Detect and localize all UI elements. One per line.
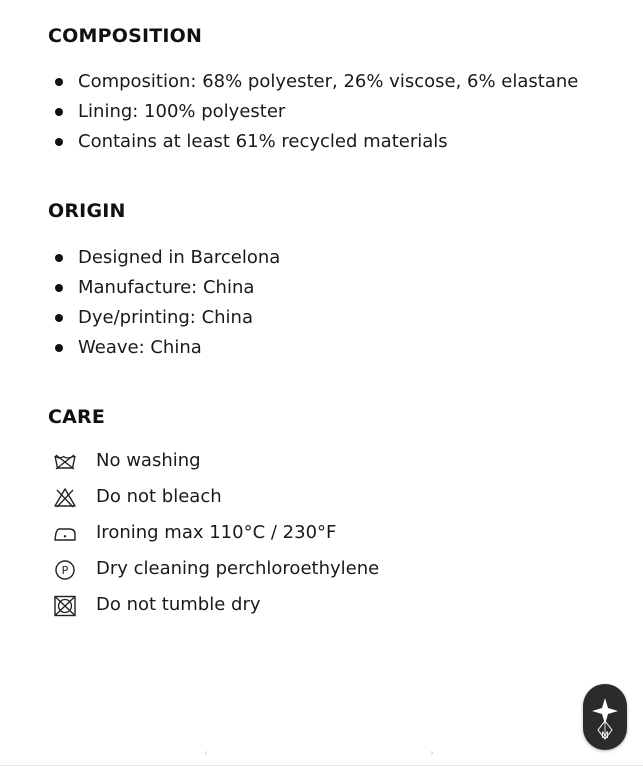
- composition-item-text: Composition: 68% polyester, 26% viscose, 6% elastane: [78, 71, 579, 92]
- origin-heading: ORIGIN: [48, 200, 126, 222]
- bottom-divider: [0, 765, 643, 766]
- bullet-dot: [55, 138, 63, 146]
- care-item-label: Do not bleach: [96, 486, 222, 507]
- composition-section: [48, 25, 579, 152]
- logo-letter: M: [601, 731, 609, 741]
- brand-logo-icon: [583, 684, 627, 750]
- origin-item-text: Manufacture: China: [78, 277, 255, 298]
- care-item-label: Dry cleaning perchloroethylene: [96, 558, 380, 579]
- origin-section: [48, 200, 281, 358]
- origin-item-text: Dye/printing: China: [78, 307, 253, 328]
- list-item: [48, 67, 578, 97]
- do-not-tumble-dry-icon: [53, 594, 77, 616]
- care-item-label: No washing: [96, 450, 201, 471]
- bullet-dot: [55, 314, 63, 322]
- bullet-dot: [55, 254, 63, 262]
- list-item: [48, 333, 280, 363]
- origin-item-text: Weave: China: [78, 337, 202, 358]
- bullet-dot: [55, 108, 63, 116]
- list-item: [48, 273, 280, 303]
- composition-item-text: Lining: 100% polyester: [78, 101, 286, 122]
- care-item-label: Ironing max 110°C / 230°F: [96, 522, 337, 543]
- bullet-dot: [55, 284, 63, 292]
- no-washing-icon: [53, 450, 77, 472]
- dry-clean-p-icon: [53, 558, 77, 580]
- floating-logo-button[interactable]: [583, 684, 627, 750]
- origin-list: [48, 243, 280, 363]
- do-not-bleach-icon: [53, 486, 77, 508]
- origin-item-text: Designed in Barcelona: [78, 247, 281, 268]
- list-item: [48, 303, 280, 333]
- composition-list: [48, 67, 578, 157]
- care-item-label: Do not tumble dry: [96, 594, 261, 615]
- list-item: [48, 97, 578, 127]
- composition-heading: COMPOSITION: [48, 25, 203, 47]
- dry-clean-letter: P: [61, 564, 69, 577]
- list-item: [48, 127, 578, 157]
- bullet-dot: [55, 344, 63, 352]
- list-item: [48, 243, 280, 273]
- iron-low-icon: [53, 522, 77, 544]
- carousel-prev-indicator: ‹: [204, 748, 208, 759]
- composition-item-text: Contains at least 61% recycled materials: [78, 131, 448, 152]
- bullet-dot: [55, 78, 63, 86]
- care-heading: CARE: [48, 406, 106, 428]
- carousel-next-indicator: ›: [430, 748, 434, 759]
- care-section: [48, 406, 380, 615]
